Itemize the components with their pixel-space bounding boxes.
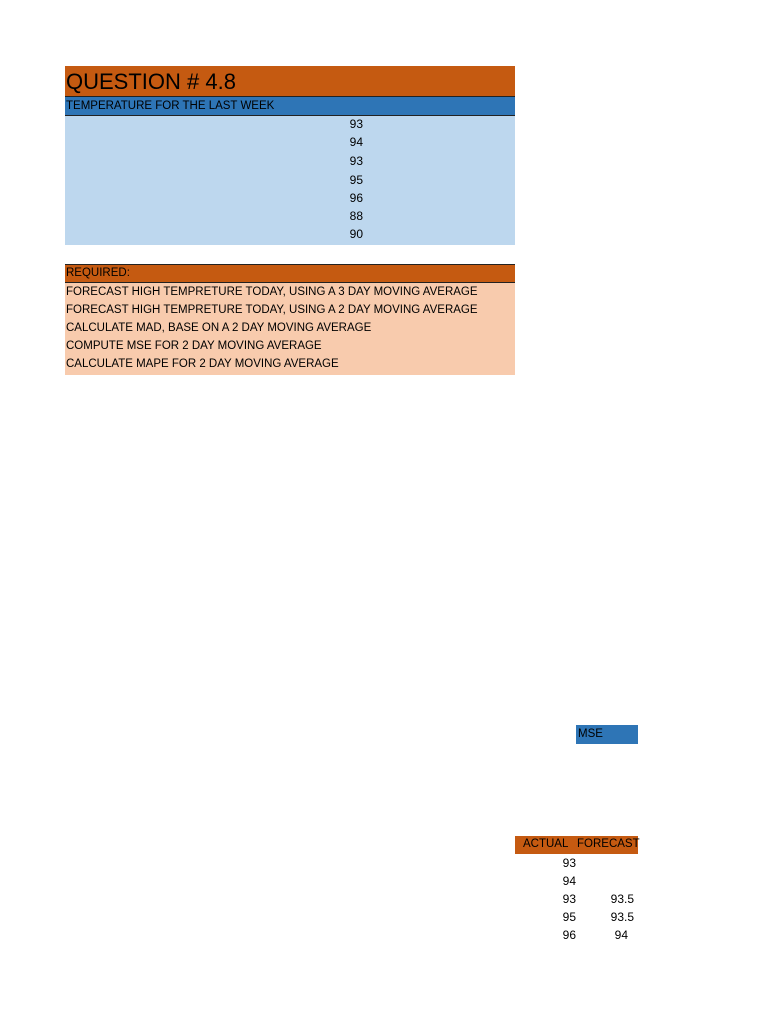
- temperature-value: 94: [349, 135, 363, 149]
- required-item: CALCULATE MAPE FOR 2 DAY MOVING AVERAGE: [66, 358, 339, 370]
- forecast-cell: 93.5: [610, 892, 634, 906]
- forecast-column-header: FORECAST: [577, 838, 640, 850]
- question-title: QUESTION # 4.8: [65, 66, 515, 97]
- actual-cell: 95: [562, 910, 576, 924]
- required-item: CALCULATE MAD, BASE ON A 2 DAY MOVING AVERAGE: [66, 322, 372, 334]
- actual-cell: 93: [562, 856, 576, 870]
- temperature-value: 93: [349, 154, 363, 168]
- forecast-table: [515, 855, 638, 947]
- actual-cell: 94: [562, 874, 576, 888]
- temperature-list: [65, 116, 515, 245]
- required-item: FORECAST HIGH TEMPRETURE TODAY, USING A 3 DAY MOVING AVERAGE: [66, 286, 478, 298]
- temperature-header: TEMPERATURE FOR THE LAST WEEK: [65, 97, 515, 116]
- temperature-value: 95: [349, 173, 363, 187]
- required-header: REQUIRED:: [65, 264, 515, 283]
- forecast-cell: [577, 873, 618, 889]
- temperature-value: 96: [349, 191, 363, 205]
- required-item: FORECAST HIGH TEMPRETURE TODAY, USING A 2 DAY MOVING AVERAGE: [66, 304, 478, 316]
- forecast-table-header: [515, 836, 638, 854]
- forecast-cell: [577, 855, 618, 871]
- actual-cell: 96: [562, 928, 576, 942]
- required-item: COMPUTE MSE FOR 2 DAY MOVING AVERAGE: [66, 340, 322, 352]
- mse-label: MSE: [576, 725, 638, 744]
- forecast-cell: 93.5: [610, 910, 634, 924]
- temperature-value: 88: [349, 209, 363, 223]
- actual-column-header: ACTUAL: [523, 838, 569, 850]
- temperature-value: 93: [349, 117, 363, 131]
- forecast-cell: 94: [614, 928, 628, 942]
- temperature-value: 90: [349, 227, 363, 241]
- required-list: [65, 283, 515, 375]
- actual-cell: 93: [562, 892, 576, 906]
